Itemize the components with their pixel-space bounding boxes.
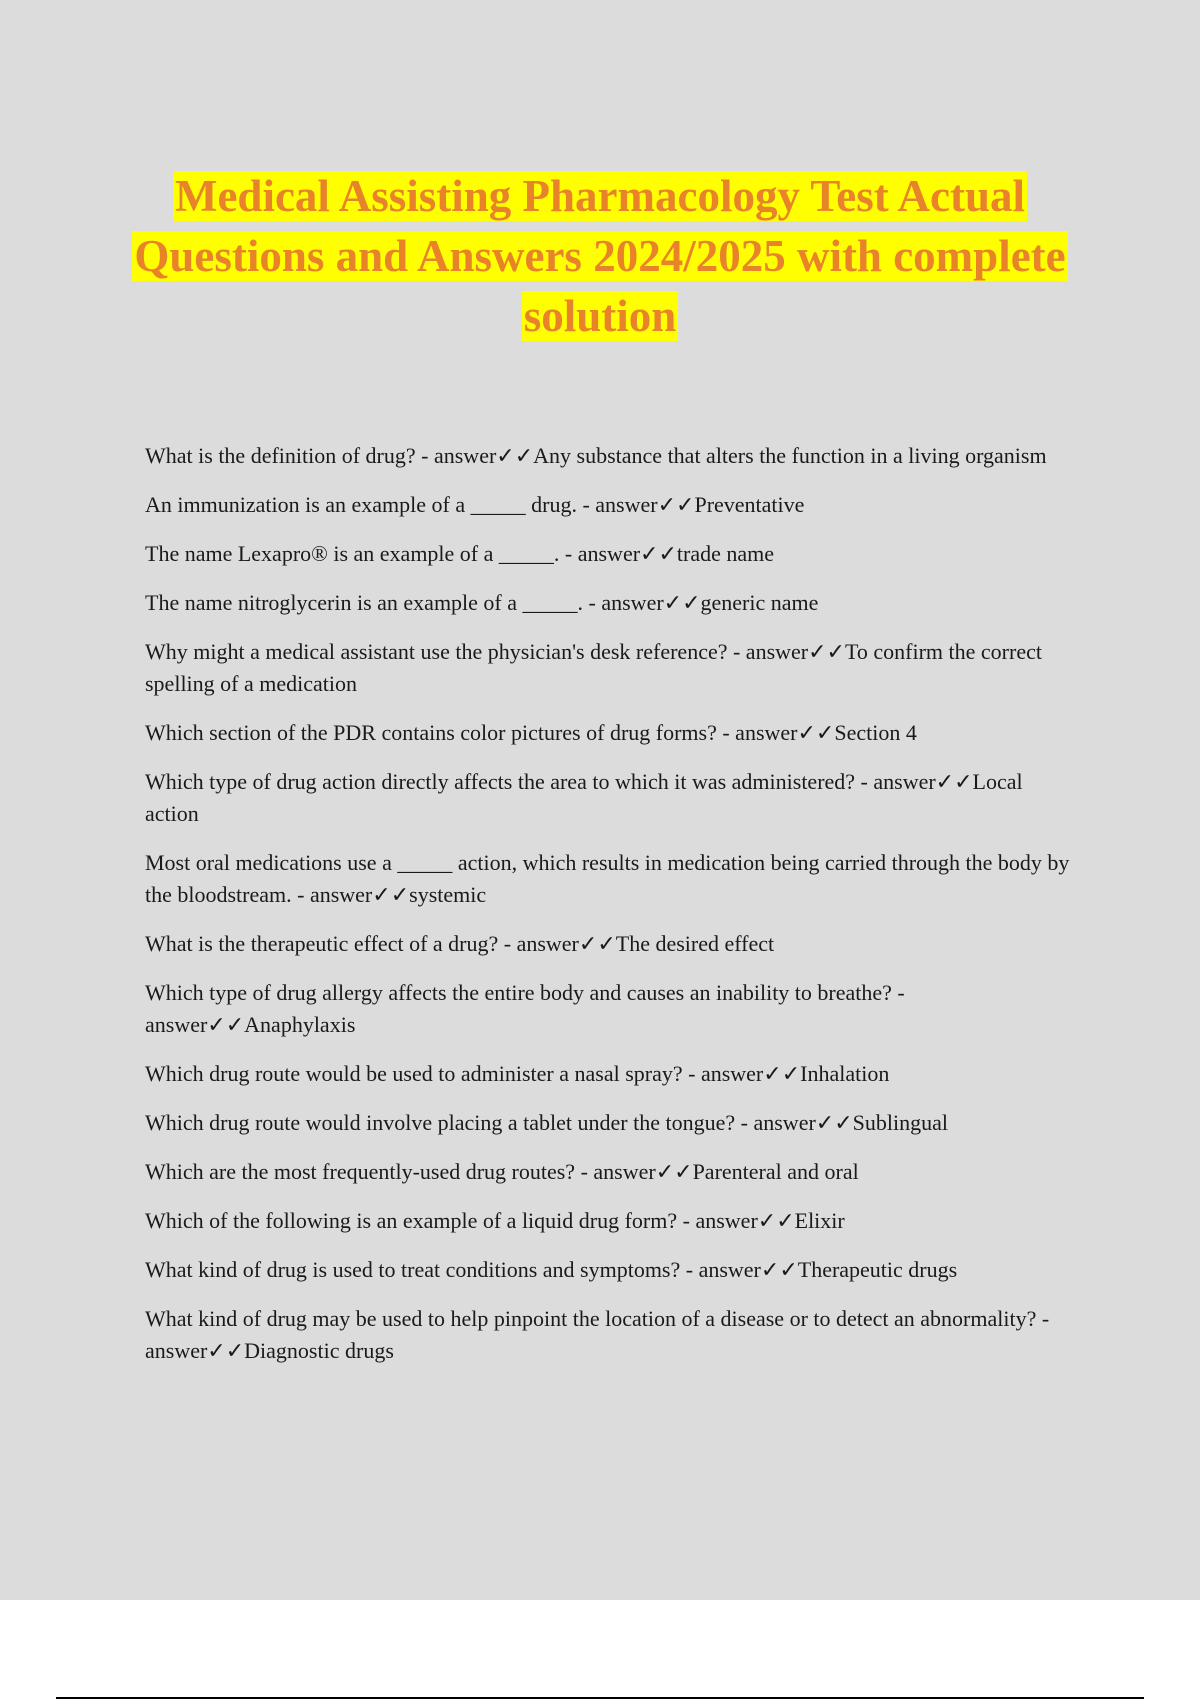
- qa-item: What kind of drug may be used to help pinpoint the location of a disease or to detect an abnormality? - answer✓✓Diagnostic drugs: [145, 1306, 1050, 1363]
- qa-item: Which drug route would be used to administer a nasal spray? - answer✓✓Inhalation: [145, 1061, 890, 1086]
- qa-list: [145, 440, 1070, 1384]
- qa-item: What is the definition of drug? - answer✓✓Any substance that alters the function in a living organism: [145, 443, 1047, 468]
- qa-item: The name Lexapro® is an example of a _____. - answer✓✓trade name: [145, 541, 775, 566]
- qa-item: Which of the following is an example of a liquid drug form? - answer✓✓Elixir: [145, 1208, 845, 1233]
- qa-item: Most oral medications use a _____ action, which results in medication being carried through the body by the bloodstream. - answer✓✓systemic: [145, 850, 1070, 907]
- qa-item: What kind of drug is used to treat conditions and symptoms? - answer✓✓Therapeutic drugs: [145, 1257, 958, 1282]
- qa-item: Which section of the PDR contains color pictures of drug forms? - answer✓✓Section 4: [145, 720, 917, 745]
- qa-item: Which type of drug action directly affects the area to which it was administered? - answer✓✓Local action: [145, 769, 1023, 826]
- document-title: [100, 166, 1100, 346]
- qa-item: What is the therapeutic effect of a drug? - answer✓✓The desired effect: [145, 931, 775, 956]
- footer-divider: [56, 1697, 1144, 1699]
- title-highlight: Medical Assisting Pharmacology Test Actual Questions and Answers 2024/2025 with complete solution: [134, 171, 1066, 341]
- qa-item: Which type of drug allergy affects the entire body and causes an inability to breathe? - answer✓✓Anaphylaxis: [145, 980, 905, 1037]
- qa-item: Which are the most frequently-used drug routes? - answer✓✓Parenteral and oral: [145, 1159, 859, 1184]
- qa-item: Why might a medical assistant use the physician's desk reference? - answer✓✓To confirm the correct spelling of a medication: [145, 639, 1042, 696]
- qa-item: Which drug route would involve placing a tablet under the tongue? - answer✓✓Sublingual: [145, 1110, 948, 1135]
- qa-item: An immunization is an example of a _____ drug. - answer✓✓Preventative: [145, 492, 805, 517]
- qa-item: The name nitroglycerin is an example of a _____. - answer✓✓generic name: [145, 590, 819, 615]
